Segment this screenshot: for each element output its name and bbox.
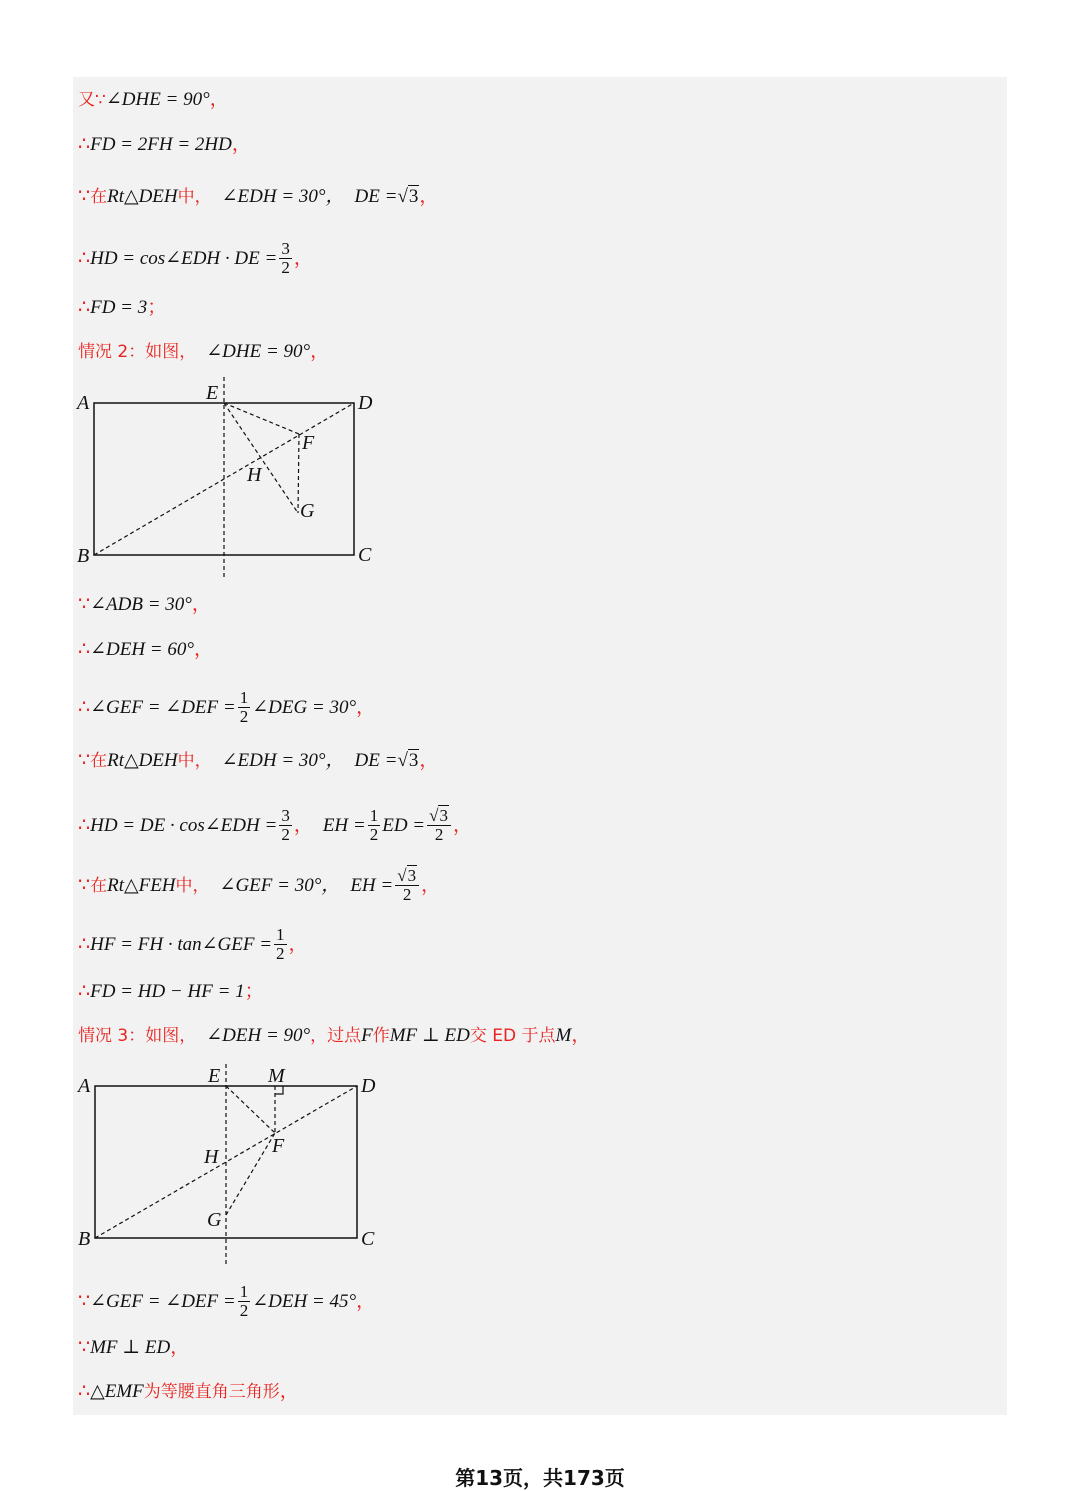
line-2: ∴ FD = 2FH = 2HD ， [78,134,251,155]
fig1-label-d: D [358,392,373,414]
line-13: ∴ HF = FH · tan∠GEF = $\frac{1}{2}$ ， [78,925,308,963]
line-5: ∴ FD = 3 ； [78,297,167,318]
fraction: $\frac{1}{2}$ [276,925,285,963]
line-12: ∵ 在 Rt△FEH 中， ∠GEF = 30°， EH = $\frac{√3}{2}$ ， [78,866,441,904]
line-3: ∵ 在 Rt△DEH 中， ∠EDH = 30°， DE = √3 ， [78,186,439,207]
fig2-label-m: M [268,1065,285,1087]
fraction: $\frac{1}{2}$ [239,688,249,726]
fig2-label-b: B [78,1228,91,1250]
line-8: ∴ ∠DEH = 60° ， [78,639,213,660]
line-18: ∴ △EMF 为等腰直角三角形 ， [78,1381,299,1402]
figure-case-2 [70,375,400,585]
fig1-label-f: F [302,432,315,454]
line-7: ∵ ∠ADB = 30° ， [78,594,211,615]
fig2-label-f: F [272,1135,285,1157]
fraction: $\frac{3}{2}$ [281,239,290,277]
fig1-label-h: H [247,464,262,486]
fig2-label-e: E [208,1065,221,1087]
sqrt-3: √3 [397,186,419,207]
line-9: ∴ ∠GEF = ∠DEF = $\frac{1}{2}$ ∠DEG = 30° ， [78,688,376,726]
fraction: $\frac{1}{2}$ [369,806,379,844]
fig2-label-g: G [207,1209,222,1231]
sqrt-3: √3 [397,750,419,771]
fig2-label-h: H [204,1146,219,1168]
line-10: ∵ 在 Rt△DEH 中， ∠EDH = 30°， DE = √3 ， [78,750,439,771]
fig1-label-a: A [77,392,90,414]
fraction: $\frac{1}{2}$ [239,1282,249,1320]
line-4: ∴ HD = cos∠EDH · DE = $\frac{3}{2}$ ， [78,239,313,277]
fig2-label-a: A [78,1075,91,1097]
fig1-label-e: E [206,382,219,404]
line-14: ∴ FD = HD − HF = 1 ； [78,981,264,1002]
page-footer: 第13页，共173页 [455,1466,625,1490]
fig2-label-c: C [361,1228,375,1250]
fig1-label-c: C [358,544,372,566]
figure-case-3 [70,1060,400,1270]
line-11: ∴ HD = DE · cos∠EDH = $\frac{3}{2}$ ， EH = $\frac{1}{2}$ ED = $\frac{√3}{2}$ ， [78,806,472,844]
line-16: ∵ ∠GEF = ∠DEF = $\frac{1}{2}$ ∠DEH = 45° ， [78,1282,376,1320]
line-6: 情况 2：如图， ∠DHE = 90° ， [78,341,330,362]
line-17: ∵ MF ⊥ ED ， [78,1337,190,1358]
line-15: 情况 3：如图， ∠DEH = 90° ，过点 F 作 MF ⊥ ED 交 ED 于点 M ， [78,1025,591,1046]
line-1: 又∵ ∠DHE = 90° ， [78,89,229,110]
fig1-label-b: B [77,545,90,567]
fraction: $\frac{3}{2}$ [281,806,290,844]
fraction: $\frac{√3}{2}$ [427,807,451,844]
fig2-label-d: D [361,1075,376,1097]
fraction: $\frac{√3}{2}$ [395,867,419,904]
fig1-label-g: G [300,500,315,522]
